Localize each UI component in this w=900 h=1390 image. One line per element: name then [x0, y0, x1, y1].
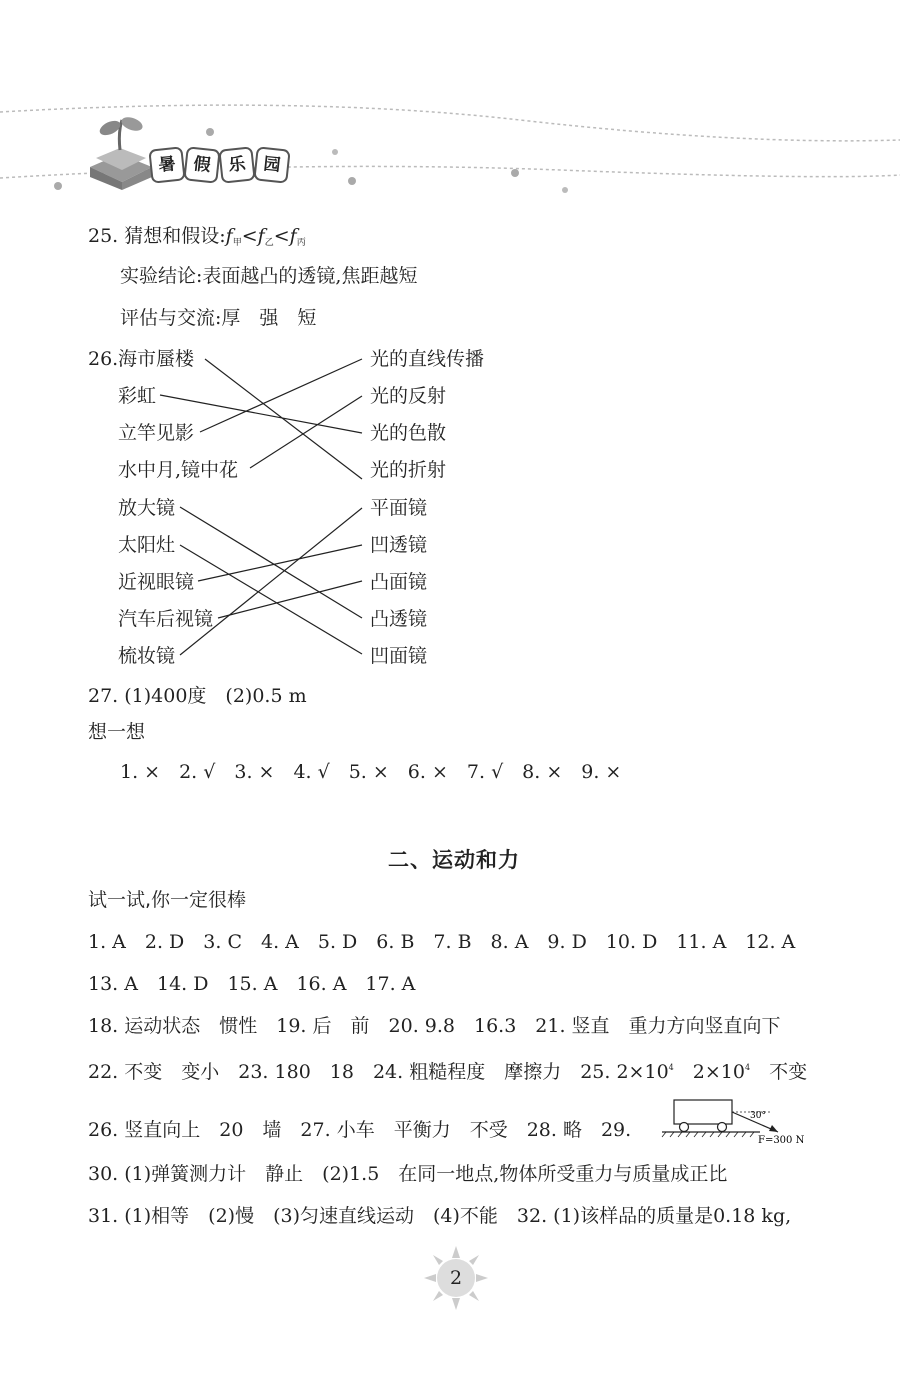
- section-subtitle: 试一试,你一定很棒: [88, 889, 247, 911]
- section-title: 二、运动和力: [388, 848, 520, 872]
- badge-char: 园: [253, 146, 290, 183]
- badge-char: 暑: [148, 146, 185, 183]
- q26-right-item: 光的反射: [370, 385, 447, 407]
- answers-row-7: 31. (1)相等 (2)慢 (3)匀速直线运动 (4)不能 32. (1)该样品的质量是0.18 kg,: [88, 1205, 792, 1227]
- q26-right-item: 光的色散: [370, 422, 447, 444]
- answers-row-4: 22. 不变 变小 23. 180 18 24. 粗糙程度 摩擦力 25. $2\times 10^4$ $2\times 10^4$ 不变: [88, 1061, 808, 1083]
- q26-number: 26.: [88, 348, 119, 370]
- q26-right-item: 凸面镜: [370, 571, 428, 593]
- answers-row-3: 18. 运动状态 惯性 19. 后 前 20. 9.8 16.3 21. 竖直 重力方向竖直向下: [88, 1015, 781, 1037]
- answers-row-1: 1. A 2. D 3. C 4. A 5. D 6. B 7. B 8. A 9. D 10. D 11. A 12. A: [88, 931, 796, 953]
- q25-line1: 25. 猜想和假设$:f_甲<f_乙<f_丙$: [88, 225, 306, 248]
- q26-left-item: 彩虹: [118, 385, 157, 407]
- think-title: 想一想: [88, 721, 146, 743]
- answers-row-5: 26. 竖直向上 20 墙 27. 小车 平衡力 不受 28. 略 29.: [88, 1119, 632, 1141]
- q26-left-item: 太阳灶: [118, 534, 176, 556]
- force-label: F=300 N: [758, 1135, 805, 1146]
- q26-right-item: 凹透镜: [370, 534, 428, 556]
- cart-force-diagram: [660, 1094, 810, 1146]
- q25-line2: 实验结论:表面越凸的透镜,焦距越短: [120, 265, 418, 287]
- q26-left-item: 汽车后视镜: [118, 608, 214, 630]
- badge-char: 假: [183, 146, 220, 183]
- q26-right-item: 凹面镜: [370, 645, 428, 667]
- q26-left-item: 海市蜃楼: [118, 348, 195, 370]
- q26-right-item: 平面镜: [370, 497, 428, 519]
- angle-label: 30°: [750, 1111, 766, 1121]
- page-number: 2: [450, 1267, 463, 1289]
- q25-line3: 评估与交流:厚 强 短: [120, 307, 317, 329]
- q26-left-item: 近视眼镜: [118, 571, 195, 593]
- q26-left-item: 梳妆镜: [118, 645, 176, 667]
- q26-left-item: 立竿见影: [118, 422, 195, 444]
- q26-right-item: 凸透镜: [370, 608, 428, 630]
- q26-left-item: 水中月,镜中花: [118, 459, 239, 481]
- answers-row-2: 13. A 14. D 15. A 16. A 17. A: [88, 973, 416, 995]
- q26-right-item: 光的直线传播: [370, 348, 485, 370]
- badge-char: 乐: [218, 146, 255, 183]
- answers-row-6: 30. (1)弹簧测力计 静止 (2)1.5 在同一地点,物体所受重力与质量成正比: [88, 1163, 728, 1185]
- q27-line: 27. (1)400度 (2)0.5 m: [88, 685, 307, 707]
- think-answers: 1. × 2. √ 3. × 4. √ 5. × 6. × 7. √ 8. × 9. ×: [120, 761, 622, 783]
- q26-right-item: 光的折射: [370, 459, 447, 481]
- q26-left-item: 放大镜: [118, 497, 176, 519]
